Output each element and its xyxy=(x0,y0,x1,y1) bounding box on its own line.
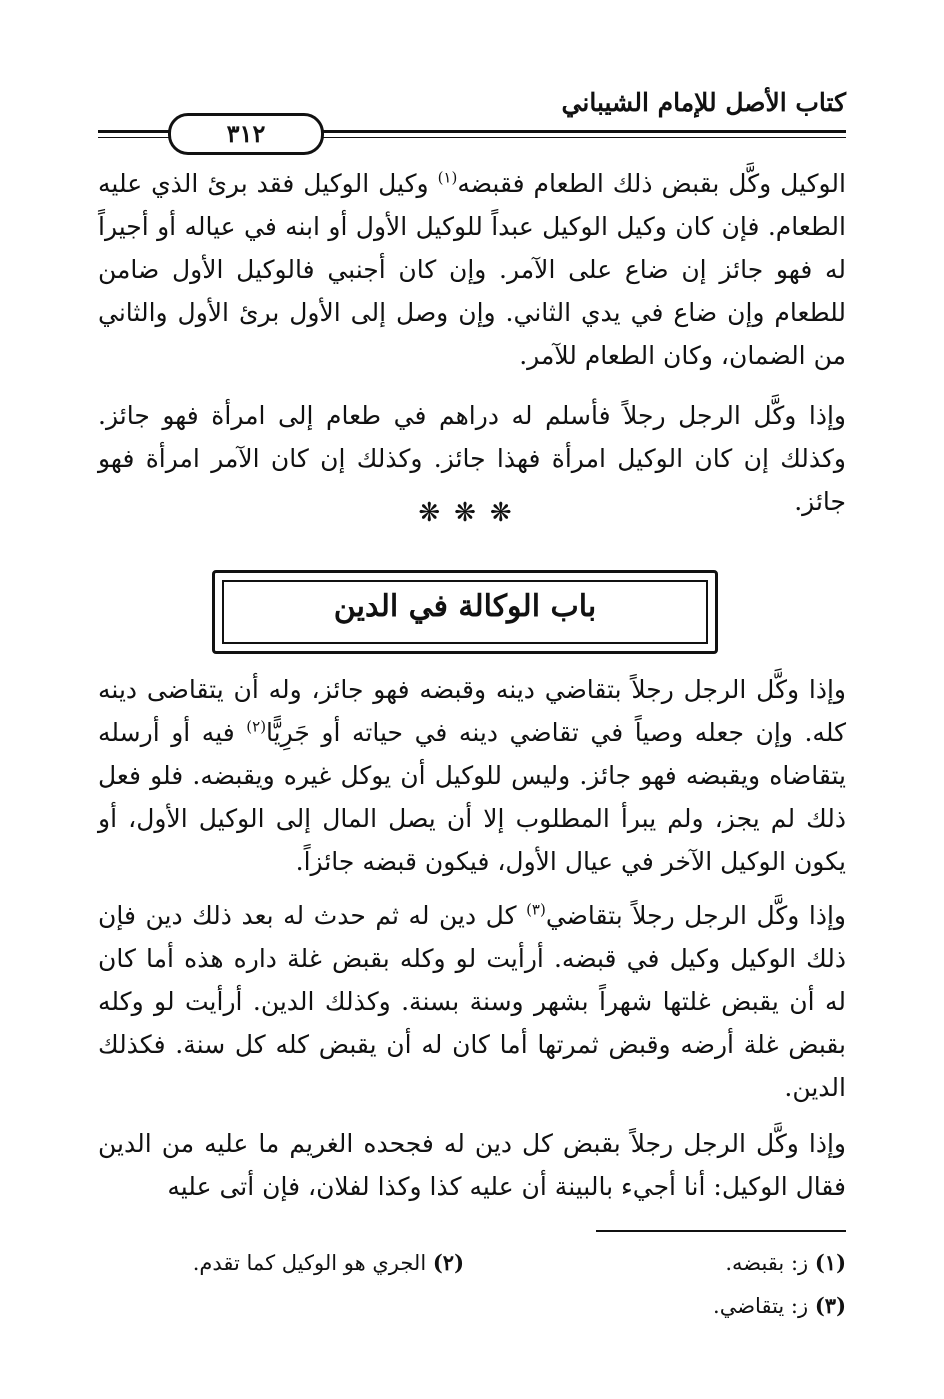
footnote-ref-2: (٢) xyxy=(246,717,267,736)
footnote-1 xyxy=(725,1250,846,1275)
footnote-number: (٣) xyxy=(814,1293,846,1318)
footnote-text: الجري هو الوكيل كما تقدم. xyxy=(192,1251,427,1275)
paragraph-5: وإذا وكَّل الرجل رجلاً بقبض كل دين له فجحده الغريم ما عليه من الدين فقال الوكيل: أنا أجيء بالبينة أن عليه كذا وكذا لفلان، فإن أتى عليه xyxy=(98,1129,846,1201)
footnote-text: ز: يتقاضي. xyxy=(713,1294,809,1318)
section-heading-frame xyxy=(212,570,718,654)
footnote-text: ز: بقبضه. xyxy=(725,1251,809,1275)
footnote-2 xyxy=(193,1250,464,1275)
paragraph-4: وإذا وكَّل الرجل رجلاً بتقاضي$^{(٣)}$ كل دين له ثم حدث له بعد ذلك دين فإن ذلك الوكيل وكيل في قبضه. أرأيت لو وكله بقبض غلة داره هذه أما كان له أن يقبض غلتها شهراً بشهر وسنة بسنة. وكذلك الدين. أرأيت لو وكله بقبض غلة أرضه وقبض ثمرتها أما كان له أن يقبض كله كل سنة. فكذلك الدين. xyxy=(98,900,847,1102)
paragraph-1: الوكيل وكَّل بقبض ذلك الطعام فقبضه$^{(١)}$ وكيل الوكيل فقد برئ الذي عليه الطعام. فإن كان وكيل الوكيل عبداً للوكيل الأول أو ابنه في عياله أو أجيراً له فهو جائز إن ضاع على الآمر. وإن كان أجنبي فالوكيل الأول ضامن للطعام وإن ضاع في يدي الثاني. وإن وصل إلى الأول برئ الأول والثاني من الضمان، وكان الطعام للآمر. xyxy=(98,168,846,370)
paragraph-2: وإذا وكَّل الرجل رجلاً فأسلم له دراهم في طعام إلى امرأة فهو جائز. وكذلك إن كان الوكيل امرأة فهذا جائز. وكذلك إن كان الآمر امرأة فهو جائز. xyxy=(98,401,846,516)
section-heading: باب الوكالة في الدين xyxy=(333,589,597,624)
footnote-3 xyxy=(713,1293,846,1318)
footnote-ref-3: (٣) xyxy=(526,900,546,919)
running-header-title: كتاب الأصل للإمام الشيباني xyxy=(561,88,846,117)
footnote-number: (٢) xyxy=(432,1250,464,1275)
footnote-number: (١) xyxy=(814,1250,846,1275)
paragraph-3: وإذا وكَّل الرجل رجلاً بتقاضي دينه وقبضه فهو جائز، وله أن يتقاضى دينه كله. وإن جعله وصياً في تقاضي دينه في حياته أو جَرِيًّا$^{(٢)}$ فيه أو أرسله يتقاضاه ويقبضه فهو جائز. وليس للوكيل أن يوكل غيره ويقبضه. فلو فعل ذلك لم يجز، ولم يبرأ المطلوب إلا أن يصل المال إلى الوكيل الأول، أو يكون الوكيل الآخر في عيال الأول، فيكون قبضه جائزاً. xyxy=(98,675,846,876)
footnote-ref-1: (١) xyxy=(437,168,458,187)
section-separator: ❋❋❋ xyxy=(418,498,526,528)
footnote-rule xyxy=(596,1230,846,1232)
page-number: ٣١٢ xyxy=(168,113,324,155)
